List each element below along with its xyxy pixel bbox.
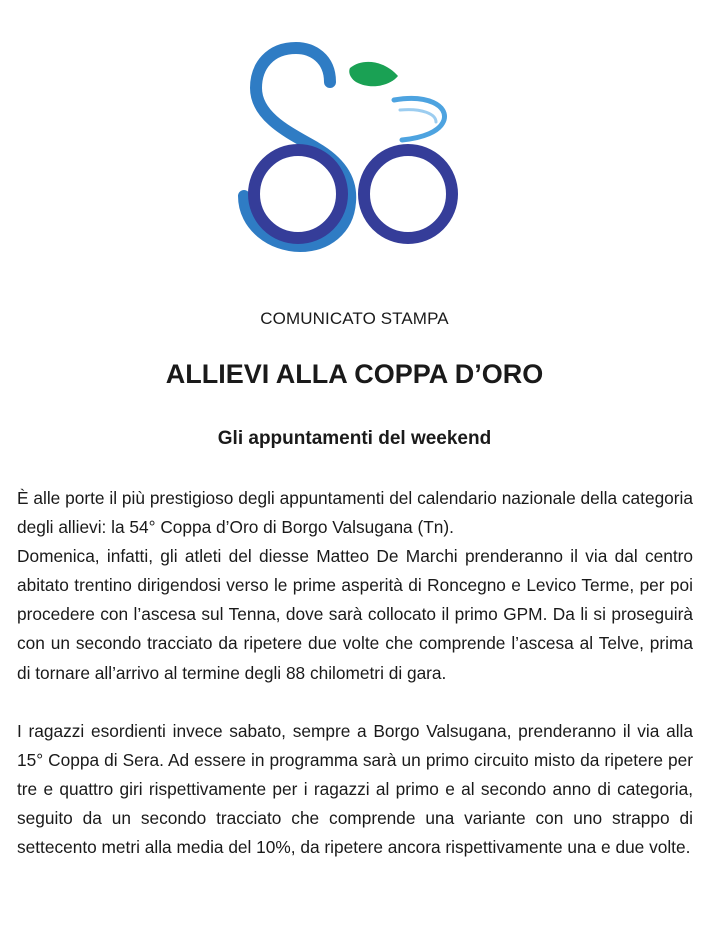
cyclist-logo-icon <box>232 40 472 252</box>
page-subtitle: Gli appuntamenti del weekend <box>217 428 492 449</box>
rear-wheel-icon <box>254 150 342 238</box>
paragraph-1: È alle porte il più prestigioso degli appuntamenti del calendario nazionale della categoria degli allievi: la 54° Coppa d’Oro di Borgo Valsugana (Tn). <box>17 488 693 538</box>
page-title: ALLIEVI ALLA COPPA D’ORO <box>165 359 544 389</box>
article-body <box>17 484 693 862</box>
leaf-icon <box>349 62 398 86</box>
front-wheel-icon <box>364 150 452 238</box>
press-release-label: COMUNICATO STAMPA <box>260 309 449 328</box>
paragraph-3: I ragazzi esordienti invece sabato, sempre a Borgo Valsugana, prenderanno il via alla 15° Coppa di Sera. Ad essere in programma sarà un primo circuito misto da ripetere per tre e quattro giri rispettivamente per i ragazzi al primo e al secondo anno di categoria, seguito da un secondo tracciato che comprende una variante con uno strappo di settecento metri alla media del 10%, da ripetere ancora rispettivamente una e due volte. <box>17 720 693 858</box>
paragraph-2: Domenica, infatti, gli atleti del diesse Matteo De Marchi prenderanno il via dal centro abitato trentino dirigendosi verso le prime asperità di Roncegno e Levico Terme, per poi procedere con l’ascesa sul Tenna, dove sarà collocato il primo GPM. Da li si proseguirà con un secondo tracciato da ripetere due volte che comprende l’ascesa al Telve, prima di tornare all’arrivo al termine degli 88 chilometri di gara. <box>17 546 693 683</box>
